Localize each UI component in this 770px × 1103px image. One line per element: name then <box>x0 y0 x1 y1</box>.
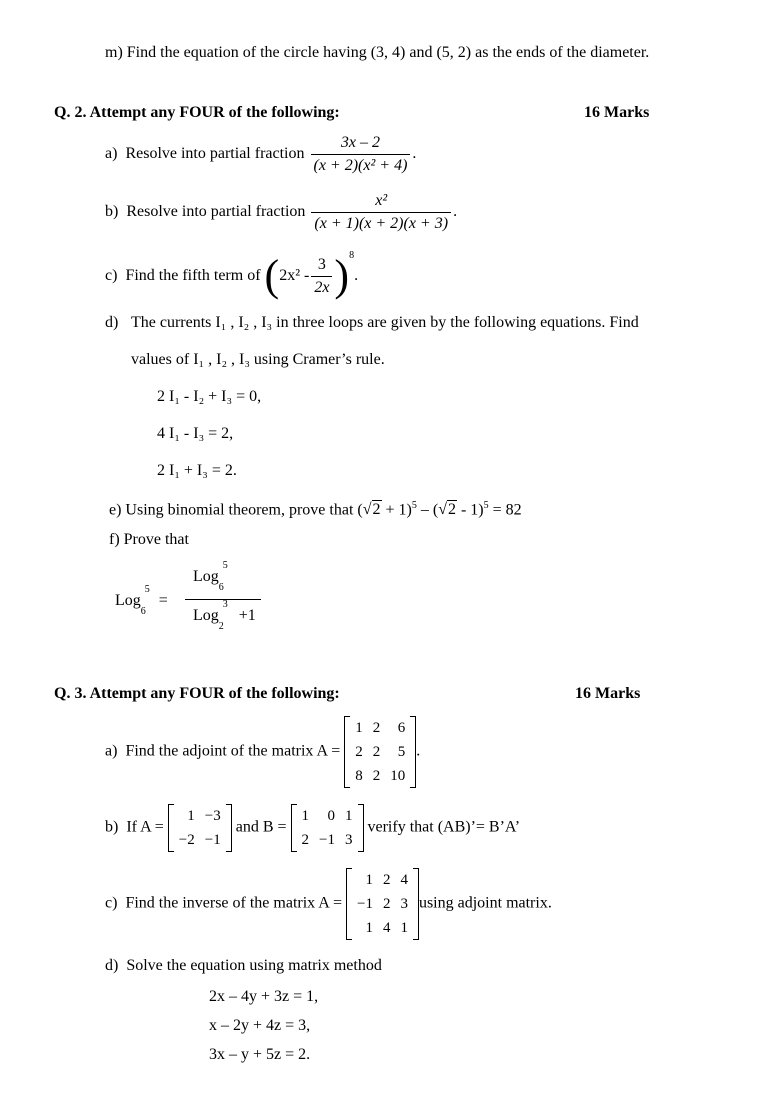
matrix-cell: −1 <box>356 896 373 912</box>
q3-b-matrix-b <box>291 804 364 852</box>
q2-b: b) Resolve into partial fraction $\frac{\text{x²}}{(x + 1)(x + 2)(x + 3)}$ . <box>105 192 458 232</box>
q2-a-label: a) <box>105 145 118 163</box>
q2-e-radicand1: 2 <box>372 501 381 519</box>
q2-c-denominator: 2x <box>311 276 332 297</box>
q2-f-lhs-log: Log <box>115 592 141 609</box>
matrix-cell: 10 <box>390 768 406 784</box>
q2-c-fraction <box>311 256 332 297</box>
matrix-cell: −1 <box>204 832 221 848</box>
q2-c: c) Find the fifth term of (2x² - $\frac{3}{2x}$ )$^8$. <box>105 250 359 301</box>
q2-f-denominator <box>193 599 256 632</box>
q3-c-matrix <box>346 868 419 940</box>
matrix-cell: 2 <box>382 872 391 888</box>
q3-b-text1: If A = <box>126 818 164 836</box>
q2-b-numerator: x² <box>375 192 388 209</box>
q3-b-text3: verify that (AB)’= B’A’ <box>367 818 521 836</box>
q2-f-den-base: 3 <box>222 599 228 610</box>
q2-b-label: b) <box>105 203 119 221</box>
matrix-cell: 5 <box>397 744 406 760</box>
q2-a-numerator: 3x – 2 <box>340 134 380 151</box>
q2-d-line2: values of I₁ , I₂ , I₃ using Cramer’s rule. <box>131 351 385 368</box>
q3-heading: Q. 3. Attempt any FOUR of the following: <box>54 685 340 702</box>
q2-d-eq3: 2 I₁ + I₃ = 2. <box>157 462 237 479</box>
q3-d-text: Solve the equation using matrix method <box>126 957 382 974</box>
matrix-cell: 1 <box>355 720 363 736</box>
matrix-cell: −3 <box>204 808 221 824</box>
q2-f-lhs-arg: 6 <box>140 606 146 617</box>
q3-d-label: d) <box>105 957 119 974</box>
matrix-cell: 2 <box>301 832 310 848</box>
matrix-cell: 2 <box>372 768 381 784</box>
matrix-cell: 4 <box>382 920 391 936</box>
q2-e-mid3: - 1) <box>456 501 484 519</box>
q3-c-text1: Find the inverse of the matrix A = <box>125 894 342 912</box>
question-1m: m) Find the equation of the circle having (3, 4) and (5, 2) as the ends of the diameter. <box>105 44 650 61</box>
q3-b-text2: and B = <box>235 818 287 836</box>
matrix-cell: 1 <box>345 808 353 824</box>
matrix-cell: 2 <box>355 744 363 760</box>
q2-b-fraction <box>311 192 451 233</box>
matrix-cell: 1 <box>365 920 373 936</box>
matrix-cell: −2 <box>178 832 195 848</box>
q2-e-post: = 82 <box>488 501 522 519</box>
q3-d-eq2: x – 2y + 4z = 3, <box>209 1017 311 1034</box>
q3-b-matrix-a <box>168 804 232 852</box>
q2-b-denominator: (x + 1)(x + 2)(x + 3) <box>311 212 451 233</box>
q2-f-numerator <box>193 560 228 593</box>
q2-e-exp2: 5 <box>483 500 489 511</box>
q2-f-den-log: Log <box>193 607 219 624</box>
q2-f-num-base: 5 <box>222 560 228 571</box>
matrix-cell: 4 <box>400 872 408 888</box>
q2-c-label: c) <box>105 267 118 284</box>
q2-e-pre: e) Using binomial theorem, prove that ( <box>109 501 363 519</box>
q2-c-power: 8 <box>349 250 355 261</box>
matrix-cell: 6 <box>397 720 406 736</box>
q3-c-label: c) <box>105 894 118 912</box>
q2-heading: Q. 2. Attempt any FOUR of the following: <box>54 104 340 121</box>
q2-c-text: Find the fifth term of <box>125 267 261 284</box>
matrix-cell: −1 <box>319 832 335 848</box>
q2-d-line1: The currents I₁ , I₂ , I₃ in three loops are given by the following equations. Find <box>131 314 639 331</box>
q2-e <box>109 500 522 519</box>
q2-marks: 16 Marks <box>584 104 650 121</box>
q2-f-den-arg: 2 <box>218 621 224 632</box>
q2-f-num-log: Log <box>193 568 219 585</box>
q2-f-text: f) Prove that <box>109 531 189 548</box>
matrix-cell: 1 <box>187 808 195 824</box>
matrix-cell: 3 <box>400 896 408 912</box>
matrix-cell: 2 <box>372 744 381 760</box>
q3-a: a) Find the adjoint of the matrix A = 1 2 6 2 2 5 8 2 10 . <box>105 716 420 788</box>
q2-f-lhs-base: 5 <box>144 584 150 595</box>
q2-e-radicand2: 2 <box>447 501 456 519</box>
q3-c-text2: using adjoint matrix. <box>418 894 552 912</box>
q2-e-sqrt2: √2 <box>438 501 456 519</box>
q2-e-mid2: – ( <box>416 501 439 519</box>
q3-marks: 16 Marks <box>575 685 641 702</box>
matrix-cell: 2 <box>382 896 391 912</box>
q2-f-equals: = <box>158 592 168 609</box>
matrix-cell: 1 <box>365 872 373 888</box>
matrix-cell: 3 <box>345 832 353 848</box>
q2-f-num-arg: 6 <box>218 582 224 593</box>
matrix-cell: 0 <box>327 808 335 824</box>
q2-b-text: Resolve into partial fraction <box>126 203 306 221</box>
q3-d <box>105 957 382 975</box>
q2-c-numerator: 3 <box>317 255 326 273</box>
matrix-cell: 2 <box>372 720 381 736</box>
q3-a-text: Find the adjoint of the matrix A = <box>125 742 341 760</box>
q3-b <box>105 804 520 852</box>
q2-a-text: Resolve into partial fraction <box>125 145 305 163</box>
q3-b-label: b) <box>105 818 119 836</box>
q3-a-matrix <box>344 716 416 788</box>
q2-e-exp1: 5 <box>411 500 417 511</box>
q3-c <box>105 868 552 940</box>
matrix-cell: 1 <box>301 808 310 824</box>
q3-a-label: a) <box>105 742 118 760</box>
q2-c-term1: 2x² - <box>279 267 310 284</box>
q2-f-lhs <box>115 584 168 617</box>
q2-a-fraction <box>311 134 411 175</box>
q3-d-eq1: 2x – 4y + 3z = 1, <box>209 988 319 1005</box>
q2-d-eq2: 4 I₁ - I₃ = 2, <box>157 425 234 442</box>
q2-d-label: d) <box>105 314 119 331</box>
q2-f-den-plus: +1 <box>238 607 256 624</box>
q3-d-eq3: 3x – y + 5z = 2. <box>209 1046 311 1063</box>
q2-a: a) Resolve into partial fraction $\frac{3x - 2}{\text{(x + 2)(x² + 4)}}$ . <box>105 134 417 174</box>
q2-d-eq1: 2 I₁ - I₂ + I₃ = 0, <box>157 388 262 405</box>
q2-a-denominator: (x + 2)(x² + 4) <box>311 154 411 175</box>
q2-e-sqrt1: √2 <box>362 501 381 519</box>
matrix-cell: 8 <box>355 768 363 784</box>
q2-e-mid1: + 1) <box>381 501 412 519</box>
matrix-cell: 1 <box>400 920 408 936</box>
